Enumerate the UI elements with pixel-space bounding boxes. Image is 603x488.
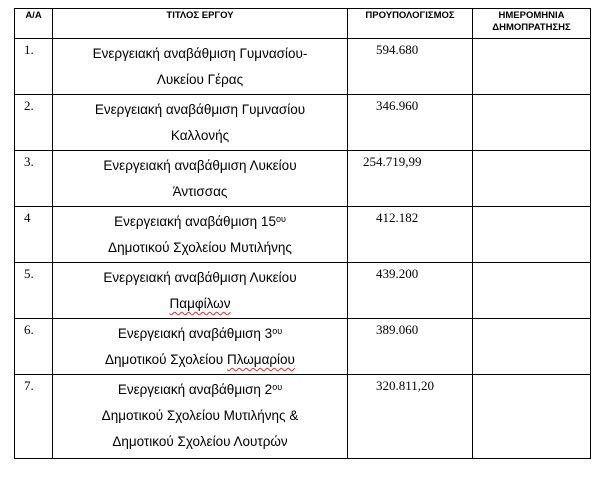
title-line: Παμφίλων	[169, 296, 231, 311]
budget-value: 412.182	[376, 210, 419, 225]
date-cell	[473, 151, 591, 207]
row-number: 6.	[15, 319, 53, 375]
header-date	[473, 9, 591, 39]
date-cell	[473, 207, 591, 263]
ordinal-suffix: ου	[275, 214, 286, 224]
header-title: ΤΙΤΛΟΣ ΕΡΓΟΥ	[53, 9, 348, 39]
table-row	[15, 375, 591, 459]
header-date-line1: ΗΜΕΡΟΜΗΝΙΑ	[498, 10, 565, 21]
budget-cell	[348, 95, 473, 151]
title-line: Δημοτικού Σχολείου Μυτιλήνης	[108, 240, 292, 255]
date-cell	[473, 263, 591, 319]
ordinal-suffix: ου	[272, 382, 283, 392]
title-text: Ενεργειακή αναβάθμιση 2	[117, 382, 273, 397]
project-title	[53, 263, 348, 319]
title-text-misspelled: Πλωμαρίου	[226, 352, 295, 367]
table-row	[15, 207, 591, 263]
row-number: 5.	[15, 263, 53, 319]
budget-value: 346.960	[376, 98, 419, 113]
table-row	[15, 151, 591, 207]
budget-value: 254.719,99	[363, 154, 422, 169]
budget-cell	[348, 319, 473, 375]
project-title	[53, 375, 348, 459]
title-line: Δημοτικού Σχολείου Λουτρών	[112, 434, 288, 449]
title-line: Ενεργειακή αναβάθμιση Γυμνασίου	[94, 102, 306, 117]
header-budget: ΠΡΟΥΠΟΛΟΓΙΣΜΟΣ	[348, 9, 473, 39]
title-line	[105, 352, 295, 367]
budget-value: 320.811,20	[376, 378, 435, 393]
date-cell	[473, 319, 591, 375]
row-number: 2.	[15, 95, 53, 151]
ordinal-suffix: ου	[272, 326, 283, 336]
title-line	[118, 382, 282, 397]
title-text: Δημοτικού Σχολείου	[105, 352, 227, 367]
budget-cell	[348, 39, 473, 95]
budget-value: 594.680	[376, 42, 419, 57]
row-number: 1.	[15, 39, 53, 95]
table-row	[15, 263, 591, 319]
title-line	[114, 214, 286, 229]
row-number: 7.	[15, 375, 53, 459]
header-date-line2: ΔΗΜΟΠΡΑΤΗΣΗΣ	[492, 22, 571, 33]
project-title	[53, 39, 348, 95]
row-number: 4	[15, 207, 53, 263]
date-cell	[473, 95, 591, 151]
project-title	[53, 151, 348, 207]
project-title	[53, 95, 348, 151]
title-line: Ενεργειακή αναβάθμιση Λυκείου	[103, 158, 297, 173]
budget-cell	[348, 151, 473, 207]
budget-value: 389.060	[376, 322, 419, 337]
title-line: Άντισσας	[172, 184, 228, 199]
title-line: Ενεργειακή αναβάθμιση Λυκείου	[103, 270, 297, 285]
table-row	[15, 39, 591, 95]
projects-table	[14, 8, 591, 459]
date-cell	[473, 375, 591, 459]
row-number: 3.	[15, 151, 53, 207]
title-text: Ενεργειακή αναβάθμιση 3	[117, 326, 273, 341]
budget-cell	[348, 263, 473, 319]
title-line: Δημοτικού Σχολείου Μυτιλήνης &	[101, 408, 299, 423]
table-row	[15, 95, 591, 151]
title-line: Ενεργειακή αναβάθμιση Γυμνασίου-	[92, 46, 308, 61]
table-row	[15, 319, 591, 375]
title-line	[118, 326, 282, 341]
header-row	[15, 9, 591, 39]
project-title	[53, 207, 348, 263]
date-cell	[473, 39, 591, 95]
header-aa: Α/Α	[15, 9, 53, 39]
budget-cell	[348, 375, 473, 459]
title-text: Ενεργειακή αναβάθμιση 15	[114, 214, 276, 229]
budget-cell	[348, 207, 473, 263]
budget-value: 439.200	[376, 266, 419, 281]
project-title	[53, 319, 348, 375]
title-line: Λυκείου Γέρας	[156, 72, 244, 87]
title-line: Καλλονής	[170, 128, 230, 143]
